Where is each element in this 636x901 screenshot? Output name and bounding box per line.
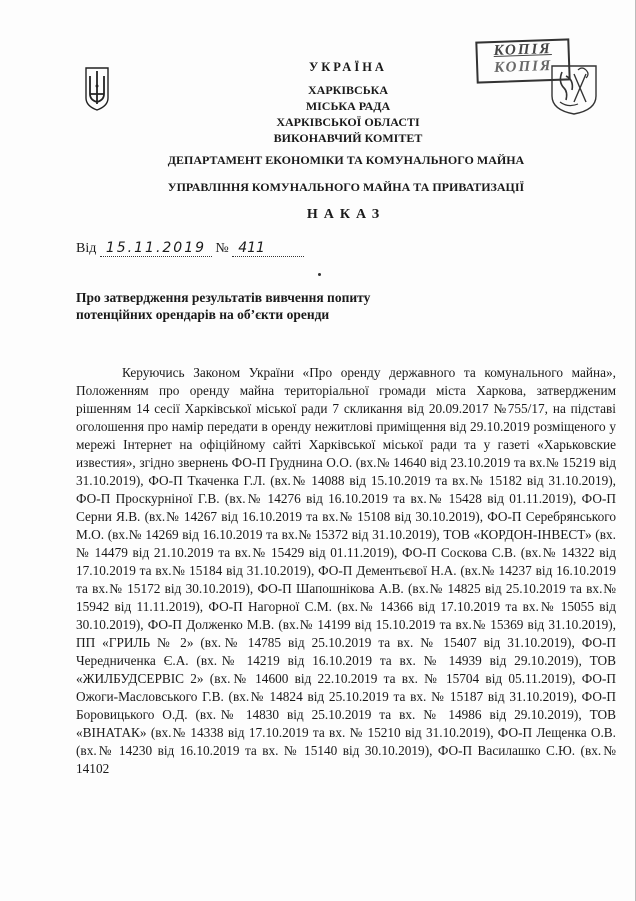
number-label: № [215, 241, 229, 256]
body-paragraph: Керуючись Законом України «Про оренду державного та комунального майна», Положенням про оренду майна територіальної громади міста Харкова, затвердженим рішенням 14 сесії Харківської міської ради 7 скликання від 20.09.2017 №755/17, на підставі оголошення про намір передати в оренду нежитлові приміщення від 29.10.2019 розміщеного у мережі Інтернет на офіційному сайті Харківської міської ради та у газеті «Харьковские известия», згідно звернень ФО-П Груднина О.О. (вх.№ 14640 від 23.10.2019 та вх.№ 15219 від 31.10.2019), ФО-П Ткаченка Г.Л. (вх.№ 14088 від 15.10.2019 та вх.№ 15182 від 31.10.2019), ФО-П Проскурніної Г.В. (вх.№ 14276 від 16.10.2019 та вх.№ 15428 від 01.11.2019), ФО-П Серни Я.В. (вх.№ 14267 від 16.10.2019 та вх.№ 15108 від 30.10.2019), ФО-П Серебрянського М.О. (вх.№ 14269 від 16.10.2019 та вх.№ 15372 від 31.10.2019), ТОВ «КОРДОН-ІНВЕСТ» (вх.№ 14479 від 21.10.2019 та вх.№ 15429 від 01.11.2019), ФО-П Соскова С.В. (вх.№ 14322 від 17.10.2019 та вх.№ 15184 від 31.10.2019), ФО-П Дементьєвої Н.А. (вх.№ 14237 від 16.10.2019 та вх.№ 15172 від 30.10.2019), ФО-П Шапошнікова А.В. (вх.№ 14825 від 25.10.2019 та вх.№ 15942 від 11.11.2019), ФО-П Нагорної С.М. (вх.№ 14366 від 17.10.2019 та вх.№ 15055 від 30.10.2019), ФО-П Долженко М.В. (вх.№ 14199 від 15.10.2019 та вх.№ 15369 від 31.10.2019), ПП «ГРИЛЬ № 2» (вх.№ 14785 від 25.10.2019 та вх. № 15407 від 31.10.2019), ФО-П Чередниченка Є.А. (вх.№ 14219 від 16.10.2019 та вх. № 14939 від 29.10.2019), ТОВ «ЖИЛБУДСЕРВІС 2» (вх.№ 14600 від 22.10.2019 та вх. № 15704 від 05.11.2019), ФО-П Ожоги-Масловського Г.В. (вх.№ 14824 від 25.10.2019 та вх. № 15187 від 31.10.2019), ФО-П Боровицького О.Д. (вх.№ 14830 від 25.10.2019 та вх. № 14986 від 29.10.2019), ТОВ «ВІНАТАК» (вх.№ 14338 від 17.10.2019 та вх. № 15210 від 31.10.2019), ФО-П Лещенка О.В. (вх.№ 14230 від 16.10.2019 та вх. № 15140 від 30.10.2019), ФО-П Василашко С.Ю. (вх.№ 14102 [76, 365, 616, 776]
stamp-line-2: КОПІЯ [493, 57, 553, 77]
department-title: ДЕПАРТАМЕНТ ЕКОНОМІКИ ТА КОМУНАЛЬНОГО МАЙНА [167, 153, 525, 167]
document-type: НАКАЗ [306, 207, 386, 222]
order-body [76, 364, 616, 778]
date-number-line [76, 240, 304, 257]
order-number: 411 [232, 240, 304, 257]
scan-speck [318, 273, 321, 276]
council-line: ХАРКІВСЬКА [307, 83, 388, 97]
council-line: МІСЬКА РАДА [305, 99, 391, 113]
order-date: 15.11.2019 [100, 240, 212, 257]
council-line: ВИКОНАВЧИЙ КОМІТЕТ [273, 131, 423, 145]
country-name: УКРАЇНА [309, 60, 387, 74]
council-block [30, 82, 636, 146]
management-title: УПРАВЛІННЯ КОМУНАЛЬНОГО МАЙНА ТА ПРИВАТИЗАЦІЇ [167, 180, 525, 194]
order-subject: Про затвердження результатів вивчення попиту потенційних орендарів на об’єкти оренди [76, 290, 371, 322]
date-prefix: Від [76, 241, 97, 256]
stamp-line-1: КОПІЯ [493, 40, 552, 60]
council-line: ХАРКІВСЬКОЇ ОБЛАСТІ [276, 115, 420, 129]
